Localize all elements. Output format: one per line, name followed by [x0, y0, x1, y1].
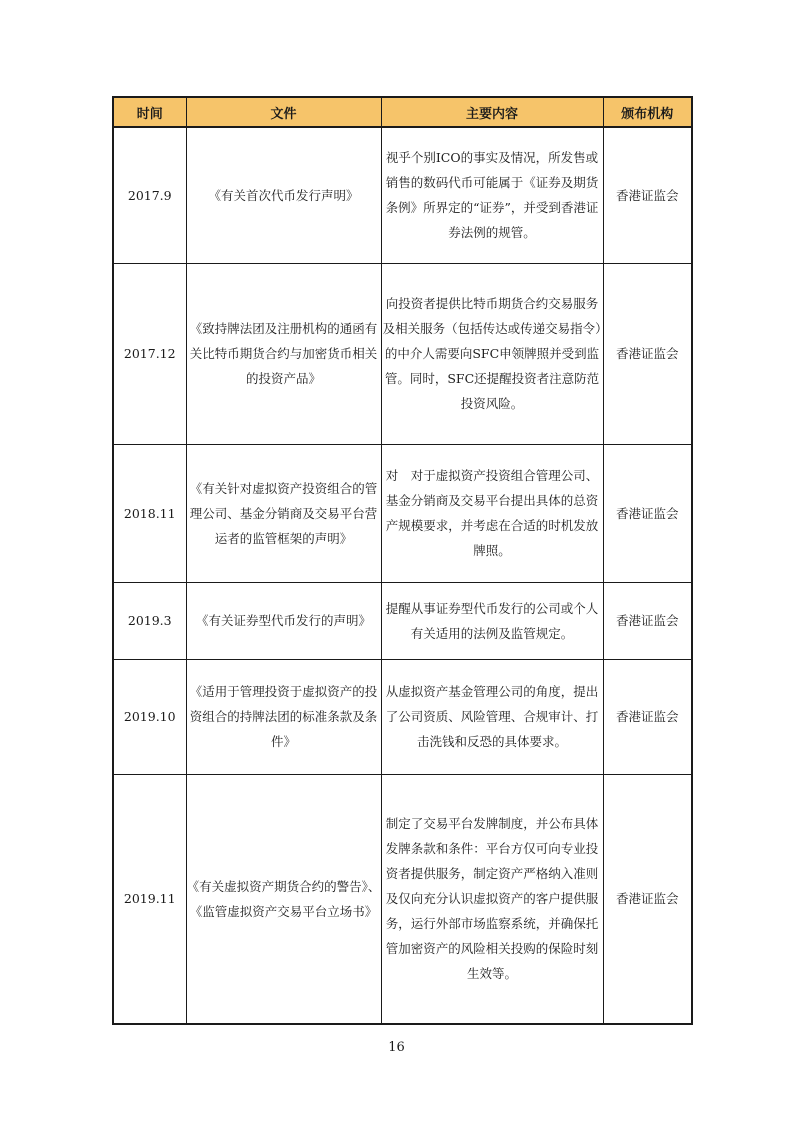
- row-content: 对 对于虚拟资产投资组合管理公司、基金分销商及交易平台提出具体的总资产规模要求，并考虑在合适的时机发放牌照。: [381, 444, 603, 582]
- table-row: [113, 263, 692, 444]
- row-issuer: 香港证监会: [603, 774, 692, 1024]
- row-file: 《有关虚拟资产期货合约的警告》、《监管虚拟资产交易平台立场书》: [186, 774, 381, 1024]
- table-row: [113, 444, 692, 582]
- row-issuer: 香港证监会: [603, 582, 692, 659]
- page-number: 16: [388, 1040, 405, 1055]
- header-issuer: 颁布机构: [603, 97, 692, 127]
- row-issuer: 香港证监会: [603, 444, 692, 582]
- row-date: 2019.3: [113, 582, 186, 659]
- row-date: 2017.9: [113, 127, 186, 263]
- row-content: 视乎个别ICO的事实及情况，所发售或销售的数码代币可能属于《证券及期货条例》所界定的“证券”，并受到香港证券法例的规管。: [381, 127, 603, 263]
- row-file: 《有关证券型代币发行的声明》: [186, 582, 381, 659]
- row-file: 《有关针对虚拟资产投资组合的管理公司、基金分销商及交易平台营运者的监管框架的声明》: [186, 444, 381, 582]
- row-date: 2017.12: [113, 263, 186, 444]
- row-content: 从虚拟资产基金管理公司的角度，提出了公司资质、风险管理、合规审计、打击洗钱和反恐的具体要求。: [381, 659, 603, 774]
- row-date: 2018.11: [113, 444, 186, 582]
- row-content: 制定了交易平台发牌制度，并公布具体发牌条款和条件：平台方仅可向专业投资者提供服务，制定资产严格纳入准则及仅向充分认识虚拟资产的客户提供服务，运行外部市场监察系统，并确保托管加密资产的风险相关投购的保险时刻生效等。: [381, 774, 603, 1024]
- row-date: 2019.10: [113, 659, 186, 774]
- table-row: [113, 582, 692, 659]
- header-time: 时间: [113, 97, 186, 127]
- table-row: [113, 659, 692, 774]
- row-content: 提醒从事证券型代币发行的公司或个人有关适用的法例及监管规定。: [381, 582, 603, 659]
- table-row: [113, 127, 692, 263]
- row-file: 《有关首次代币发行声明》: [186, 127, 381, 263]
- header-content: 主要内容: [381, 97, 603, 127]
- table-row: [113, 774, 692, 1024]
- header-file: 文件: [186, 97, 381, 127]
- row-content: 向投资者提供比特币期货合约交易服务及相关服务（包括传达或传递交易指令）的中介人需要向SFC申领牌照并受到监管。同时，SFC还提醒投资者注意防范投资风险。: [381, 263, 603, 444]
- row-issuer: 香港证监会: [603, 263, 692, 444]
- row-date: 2019.11: [113, 774, 186, 1024]
- row-issuer: 香港证监会: [603, 127, 692, 263]
- row-file: 《适用于管理投资于虚拟资产的投资组合的持牌法团的标准条款及条件》: [186, 659, 381, 774]
- row-file: 《致持牌法团及注册机构的通函有关比特币期货合约与加密货币相关的投资产品》: [186, 263, 381, 444]
- row-issuer: 香港证监会: [603, 659, 692, 774]
- regulation-table: [112, 96, 693, 1025]
- table-header-row: [113, 97, 692, 127]
